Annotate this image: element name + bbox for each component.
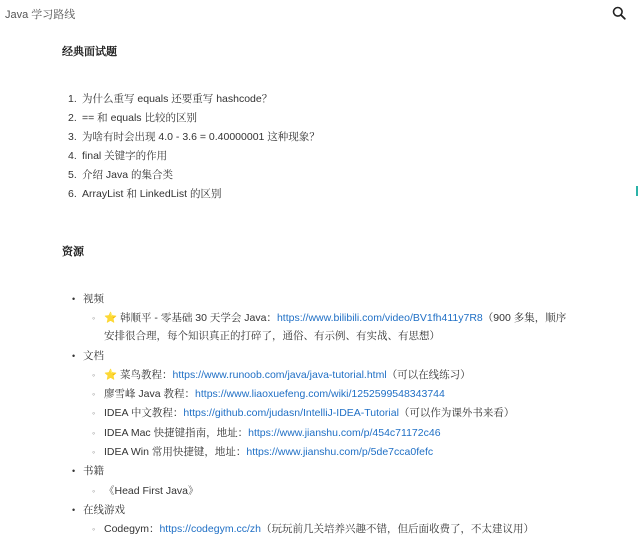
resource-category-games: • 在线游戏 (72, 504, 125, 516)
resource-category-video: • 视频 (72, 293, 104, 305)
question-item: 4. final 关键字的作用 (68, 150, 168, 162)
question-item: 6. ArrayList 和 LinkedList 的区别 (68, 188, 222, 200)
search-icon[interactable] (612, 6, 626, 20)
classic-questions-heading: 经典面试题 (62, 46, 117, 58)
list-item: ◦ IDEA 中文教程：https://github.com/judasn/IntelliJ-IDEA-Tutorial（可以作为课外书来看） (92, 407, 515, 419)
question-item: 2. == 和 equals 比较的区别 (68, 112, 197, 124)
list-item-continuation: 安排很合理，每个知识真正的打碎了，通俗、有示例、有实战、有思想） (104, 330, 440, 342)
doc-link[interactable]: https://www.runoob.com/java/java-tutorial.html (172, 369, 387, 381)
resource-category-docs: • 文档 (72, 350, 104, 362)
list-item: ◦ ⭐ 韩顺平 - 零基础 30 天学会 Java：https://www.bilibili.com/video/BV1fh411y7R8（900 多集，顺序 (92, 312, 567, 324)
list-item: ◦ ⭐ 菜鸟教程：https://www.runoob.com/java/java-tutorial.html（可以在线练习） (92, 369, 471, 381)
doc-link[interactable]: https://github.com/judasn/IntelliJ-IDEA-Tutorial (183, 407, 399, 419)
doc-link[interactable]: https://www.liaoxuefeng.com/wiki/1252599548343744 (195, 388, 445, 400)
doc-link[interactable]: https://www.jianshu.com/p/5de7cca0fefc (246, 446, 434, 458)
list-item: ◦ 《Head First Java》 (92, 485, 199, 497)
resources-heading: 资源 (62, 246, 84, 258)
scrollbar[interactable] (634, 30, 640, 545)
question-item: 1. 为什么重写 equals 还要重写 hashcode？ (68, 93, 273, 105)
video-link[interactable]: https://www.bilibili.com/video/BV1fh411y7R8 (276, 312, 483, 324)
list-item: ◦ IDEA Win 常用快捷键，地址：https://www.jianshu.com/p/5de7cca0fefc (92, 446, 434, 458)
list-item: ◦ 廖雪峰 Java 教程：https://www.liaoxuefeng.com/wiki/1252599548343744 (92, 388, 445, 400)
list-item: ◦ Codegym：https://codegym.cc/zh（玩玩前几关培养兴趣不错，但后面收费了，不太建议用） (92, 523, 534, 535)
doc-link[interactable]: https://www.jianshu.com/p/454c71172c46 (248, 427, 441, 439)
question-item: 3. 为啥有时会出现 4.0 - 3.6 = 0.40000001 这种现象？ (68, 131, 320, 143)
top-bar (0, 0, 640, 26)
resource-category-books: • 书籍 (72, 465, 104, 477)
question-item: 5. 介绍 Java 的集合类 (68, 169, 174, 181)
scroll-position-marker (636, 186, 638, 196)
game-link[interactable]: https://codegym.cc/zh (159, 523, 261, 535)
page-title: Java 学习路线 (5, 9, 76, 21)
list-item: ◦ IDEA Mac 快捷键指南，地址：https://www.jianshu.com/p/454c71172c46 (92, 427, 441, 439)
